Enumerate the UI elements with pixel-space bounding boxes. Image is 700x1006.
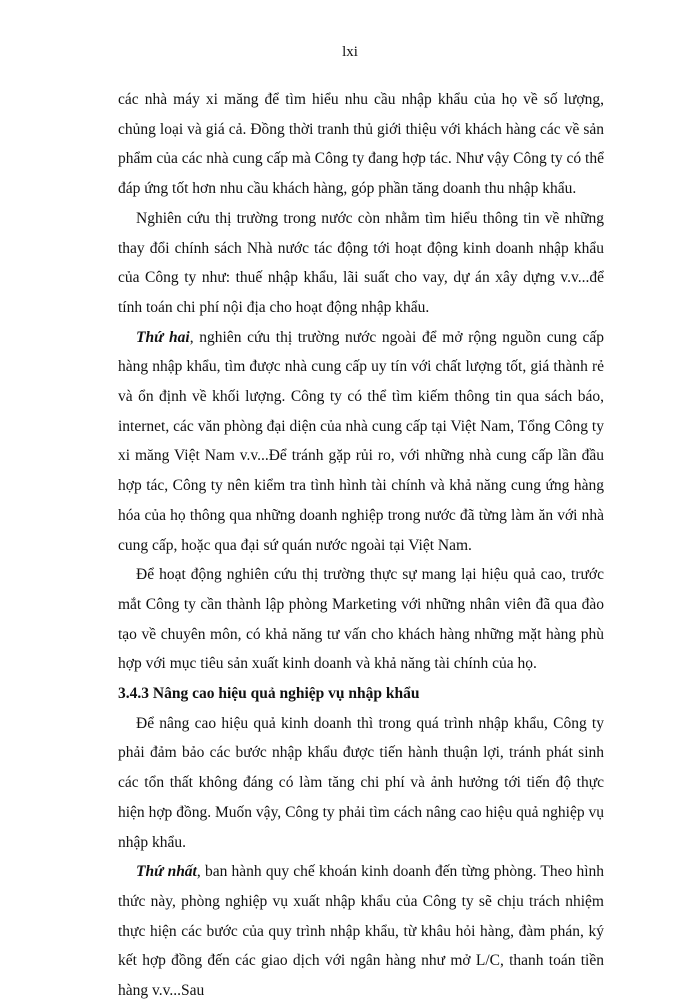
- paragraph-3-text: , nghiên cứu thị trường nước ngoài để mở rộng nguồn cung cấp hàng nhập khẩu, tìm được nhà cung cấp uy tín với chất lượng tốt, giá thành rẻ và ổn định về khối lượng. Công ty có thể tìm kiếm thông tin qua sách báo, internet, các văn phòng đại diện của nhà cung cấp tại Việt Nam, Tổng Công ty xi măng Việt Nam v.v...Để tránh gặp rủi ro, với những nhà cung cấp lần đầu hợp tác, Công ty nên kiểm tra tình hình tài chính và khả năng cung ứng hàng hóa của họ thông qua những doanh nghiệp trong nước đã từng làm ăn với nhà cung cấp, hoặc qua đại sứ quán nước ngoài tại Việt Nam.: [118, 328, 604, 554]
- body-text: [118, 85, 604, 1006]
- paragraph-4-text: Để hoạt động nghiên cứu thị trường thực sự mang lại hiệu quả cao, trước mắt Công ty cần thành lập phòng Marketing với những nhân viên đã qua đào tạo về chuyên môn, có khả năng tư vấn cho khách hàng những mặt hàng phù hợp với mục tiêu sản xuất kinh doanh và khả năng tài chính của họ.: [118, 566, 604, 673]
- paragraph-6-text: , ban hành quy chế khoán kinh doanh đến từng phòng. Theo hình thức này, phòng nghiệp vụ xuất nhập khẩu của Công ty sẽ chịu trách nhiệm thực hiện các bước của quy trình nhập khẩu, từ khâu hỏi hàng, đàm phán, ký kết hợp đồng đến các giao dịch với ngân hàng như mở L/C, thanh toán tiền hàng v.v...Sau: [118, 863, 605, 1000]
- paragraph-3-lead: Thứ hai: [136, 328, 190, 346]
- paragraph-1: [118, 85, 604, 204]
- page-number: lxi: [342, 44, 358, 60]
- paragraph-5: [118, 709, 604, 858]
- paragraph-4: [118, 560, 604, 679]
- section-heading: 3.4.3 Nâng cao hiệu quả nghiệp vụ nhập khẩu: [118, 685, 420, 703]
- paragraph-6: [118, 857, 604, 1006]
- paragraph-1-text: các nhà máy xi măng để tìm hiểu nhu cầu nhập khẩu của họ về số lượng, chủng loại và giá cả. Đồng thời tranh thủ giới thiệu với khách hàng các về sản phẩm của các nhà cung cấp mà Công ty đang hợp tác. Như vậy Công ty có thể đáp ứng tốt hơn nhu cầu khách hàng, góp phần tăng doanh thu nhập khẩu.: [118, 91, 604, 198]
- paragraph-6-lead: Thứ nhất: [136, 863, 197, 881]
- paragraph-3: [118, 323, 604, 561]
- paragraph-5-text: Để nâng cao hiệu quả kinh doanh thì trong quá trình nhập khẩu, Công ty phải đảm bảo các bước nhập khẩu được tiến hành thuận lợi, tránh phát sinh các tổn thất không đáng có làm tăng chi phí và ảnh hưởng tới tiến độ thực hiện hợp đồng. Muốn vậy, Công ty phải tìm cách nâng cao hiệu quả nghiệp vụ nhập khẩu.: [118, 714, 604, 851]
- paragraph-2-text: Nghiên cứu thị trường trong nước còn nhằm tìm hiểu thông tin về những thay đổi chính sách Nhà nước tác động tới hoạt động kinh doanh nhập khẩu của Công ty như: thuế nhập khẩu, lãi suất cho vay, dự án xây dựng v.v...để tính toán chi phí nội địa cho hoạt động nhập khẩu.: [118, 209, 604, 316]
- paragraph-2: [118, 204, 604, 323]
